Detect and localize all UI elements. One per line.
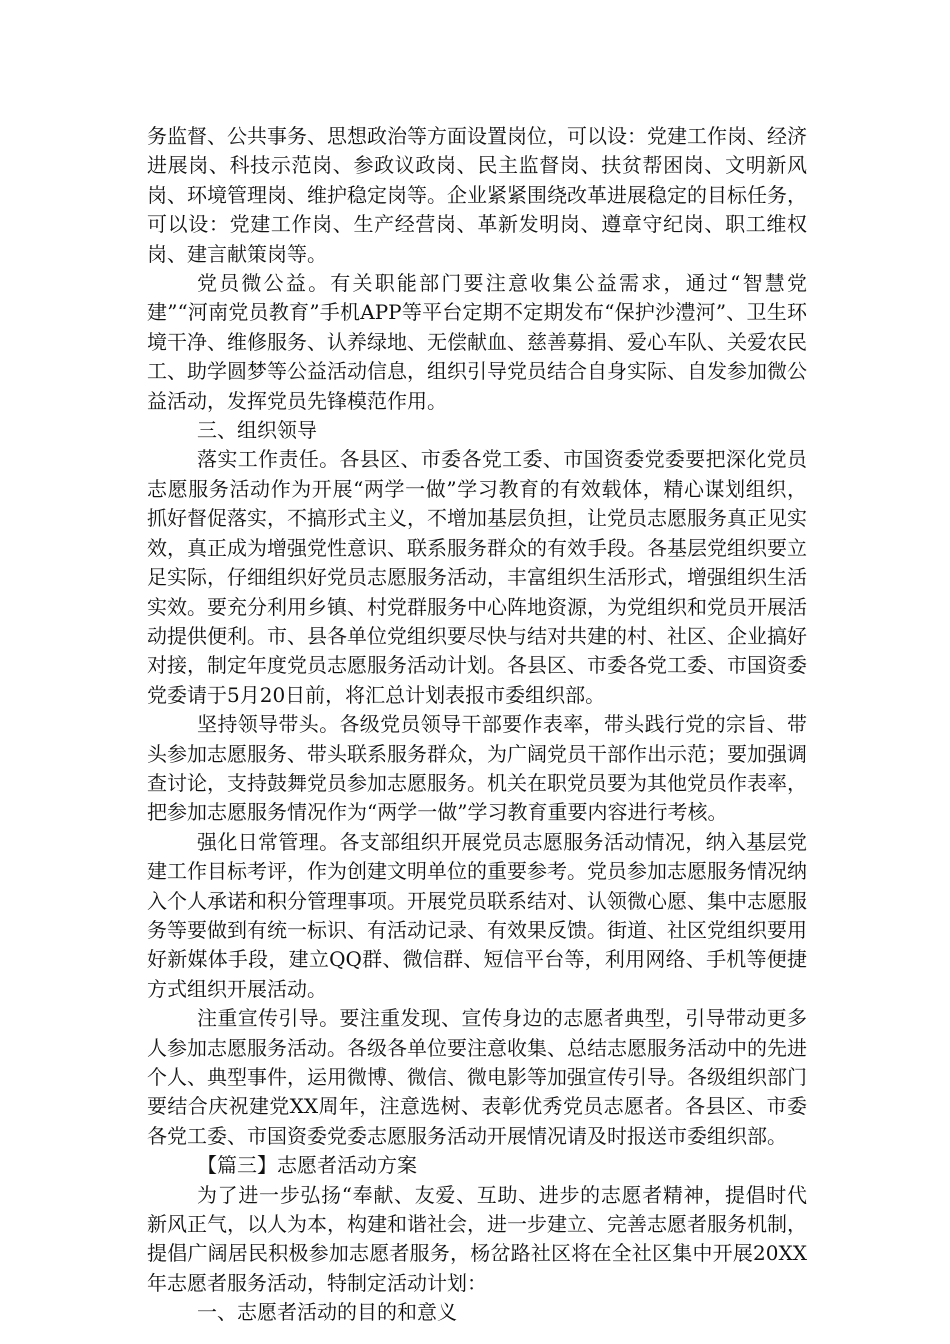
paragraph-implement-responsibility: 落实工作责任。各县区、市委各党工委、市国资委党委要把深化党员志愿服务活动作为开展“两学一做”学习教育的有效载体，精心谋划组织，抓好督促落实，不搞形式主义，不增加基层负担，让党员志愿服务真正见实效，真正成为增强党性意识、联系服务群众的有效手段。各基层党组织要立足实际，仔细组织好党员志愿服务活动，丰富组织生活形式，增强组织生活实效。要充分利用乡镇、村党群服务中心阵地资源，为党组织和党员开展活动提供便利。市、县各单位党组织要尽快与结对共建的村、社区、企业搞好对接，制定年度党员志愿服务活动计划。各县区、市委各党工委、市国资委党委请于5月20日前，将汇总计划表报市委组织部。 [147, 447, 807, 707]
paragraph-leadership-example: 坚持领导带头。各级党员领导干部要作表率，带头践行党的宗旨、带头参加志愿服务、带头联系服务群众，为广阔党员干部作出示范；要加强调查讨论，支持鼓舞党员参加志愿服务。机关在职党员要为其他党员作表率，把参加志愿服务情况作为“两学一做”学习教育重要内容进行考核。 [147, 712, 807, 825]
paragraph-volunteer-intro: 为了进一步弘扬“奉献、友爱、互助、进步的志愿者精神，提倡时代新风正气，以人为本，构建和谐社会，进一步建立、完善志愿者服务机制，提倡广阔居民积极参加志愿者服务，杨岔路社区将在全社区集中开展20XX年志愿者服务活动，特制定活动计划： [147, 1182, 807, 1295]
paragraph-publicity-guidance: 注重宣传引导。要注重发现、宣传身边的志愿者典型，引导带动更多人参加志愿服务活动。各级各单位要注意收集、总结志愿服务活动中的先进个人、典型事件，运用微博、微信、微电影等加强宣传引导。各级组织部门要结合庆祝建党XX周年，注意选树、表彰优秀党员志愿者。各县区、市委各党工委、市国资委党委志愿服务活动开展情况请及时报送市委组织部。 [147, 1006, 807, 1148]
paragraph-daily-management: 强化日常管理。各支部组织开展党员志愿服务活动情况，纳入基层党建工作目标考评，作为创建文明单位的重要参考。党员参加志愿服务情况纳入个人承诺和积分管理事项。开展党员联系结对、认领微心愿、集中志愿服务等要做到有统一标识、有活动记录、有效果反馈。街道、社区党组织要用好新媒体手段，建立QQ群、微信群、短信平台等，利用网络、手机等便捷方式组织开展活动。 [147, 829, 807, 1001]
section-heading-part-three: 【篇三】志愿者活动方案 [197, 1153, 417, 1178]
section-heading-purpose: 一、志愿者活动的目的和意义 [197, 1300, 457, 1325]
section-heading-organization: 三、组织领导 [197, 418, 317, 443]
paragraph-continuation: 务监督、公共事务、思想政治等方面设置岗位，可以设：党建工作岗、经济进展岗、科技示范岗、参政议政岗、民主监督岗、扶贫帮困岗、文明新风岗、环境管理岗、维护稳定岗等。企业紧紧围绕改革进展稳定的目标任务，可以设：党建工作岗、生产经营岗、革新发明岗、遵章守纪岗、职工维权岗、建言献策岗等。 [147, 124, 807, 266]
paragraph-party-micro-charity: 党员微公益。有关职能部门要注意收集公益需求，通过“智慧党建”“河南党员教育”手机APP等平台定期不定期发布“保护沙澧河”、卫生环境干净、维修服务、认养绿地、无偿献血、慈善募捐、爱心车队、关爱农民工、助学圆梦等公益活动信息，组织引导党员结合自身实际、自发参加微公益活动，发挥党员先锋模范作用。 [147, 271, 807, 413]
document-page [147, 122, 807, 1328]
